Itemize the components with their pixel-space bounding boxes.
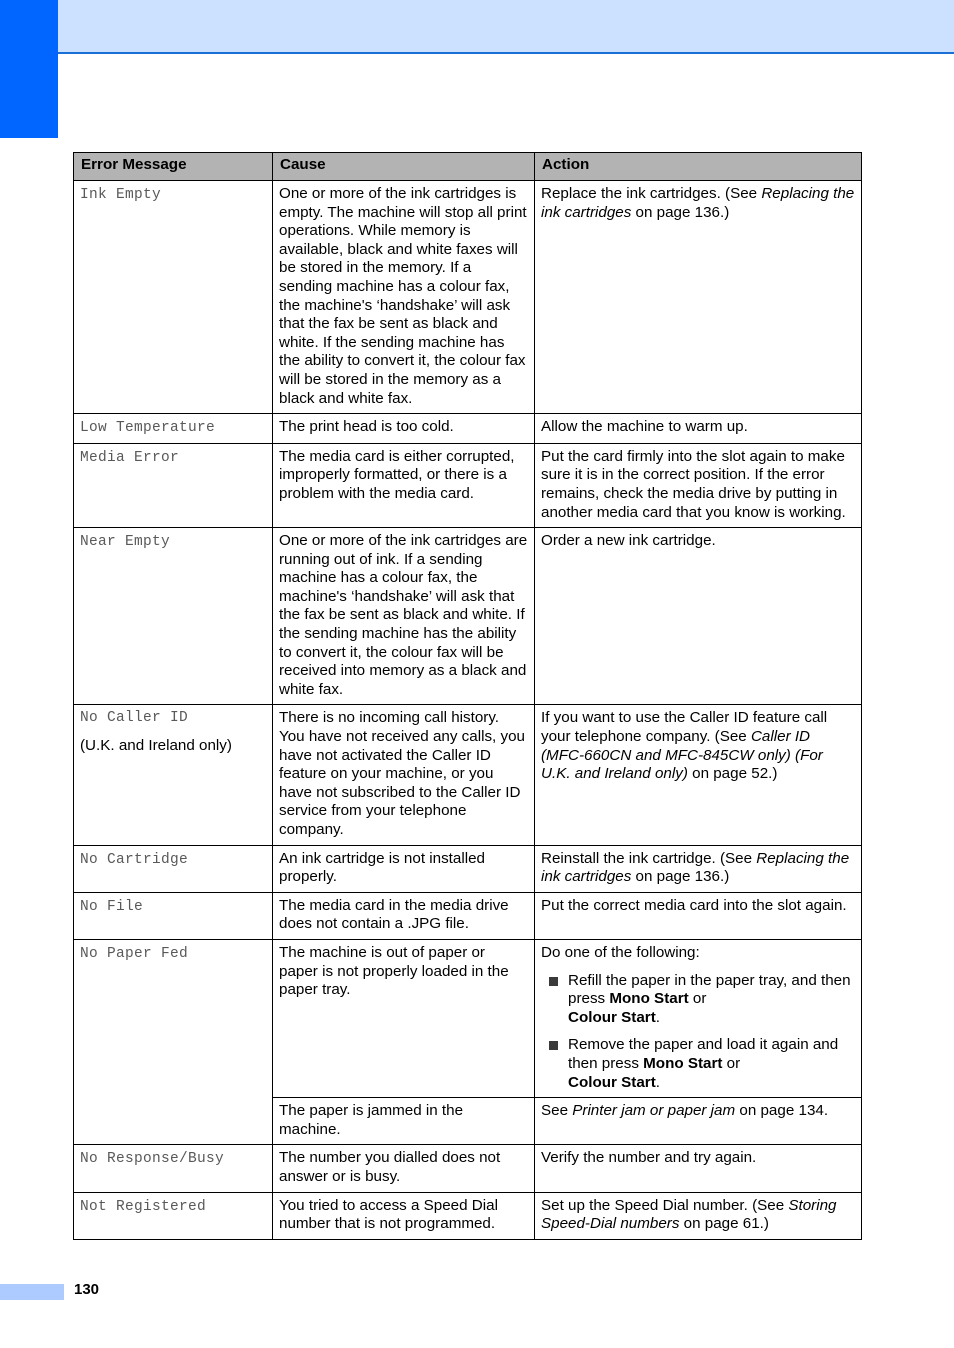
cause-cell: The machine is out of paper or paper is not properly loaded in the paper tray. (273, 939, 535, 1097)
cross-reference: Replacing the ink cartridges (541, 849, 850, 886)
key-label: Colour Start (568, 1073, 656, 1091)
action-cell (535, 181, 862, 414)
column-header-error-message: Error Message (74, 153, 273, 181)
action-cell: Put the card firmly into the slot again to make sure it is in the correct position. If the error remains, check the media drive by putting in another media card that you know is working. (535, 443, 862, 527)
error-code: No Cartridge (80, 851, 189, 868)
table-row (74, 892, 862, 939)
action-text: on page 136.) (631, 868, 730, 886)
list-item (541, 972, 855, 1028)
action-cell (535, 939, 862, 1097)
error-message-table (73, 152, 862, 1240)
cross-reference: Printer jam or paper jam (572, 1102, 736, 1120)
error-code: Media Error (80, 449, 180, 466)
error-code: Near Empty (80, 534, 171, 551)
table-row (74, 528, 862, 705)
cause-cell: The number you dialled does not answer or is busy. (273, 1145, 535, 1192)
action-cell (535, 1098, 862, 1145)
error-message-cell (74, 705, 273, 845)
error-message-cell (74, 528, 273, 705)
table-row (74, 939, 862, 1097)
error-code: No File (80, 898, 144, 915)
action-text: Reinstall the ink cartridge. (See (541, 849, 757, 867)
error-code: No Caller ID (80, 710, 189, 727)
action-text: . (655, 1073, 660, 1091)
key-label: Mono Start (609, 990, 689, 1008)
action-text: Replace the ink cartridges. (See (541, 185, 762, 202)
cause-cell: One or more of the ink cartridges is empty. The machine will stop all print operations. While memory is available, black and white faxes will be stored in the memory. If a sending machine has a colour fax, the machine's ‘handshake’ will ask that the fax be sent as black and white. If the sending machine has the ability to convert it, the colour fax will be stored in the memory as a black and white fax. (273, 181, 535, 414)
action-cell: Verify the number and try again. (535, 1145, 862, 1192)
list-item (541, 1036, 855, 1092)
table-row (74, 1145, 862, 1192)
action-text: See (541, 1102, 573, 1120)
cross-reference: Storing Speed-Dial numbers (541, 1196, 837, 1233)
error-message-cell (74, 443, 273, 527)
action-cell (535, 1192, 862, 1239)
error-message-cell (74, 414, 273, 444)
action-intro: Do one of the following: (541, 943, 700, 961)
action-text: . (655, 1008, 660, 1026)
key-label: Colour Start (568, 1008, 656, 1026)
action-cell: Put the correct media card into the slot again. (535, 892, 862, 939)
error-code: Ink Empty (80, 187, 162, 203)
error-code: No Response/Busy (80, 1151, 225, 1168)
square-bullet-icon (549, 977, 558, 986)
action-text: Set up the Speed Dial number. (See (541, 1196, 789, 1214)
table-row (74, 705, 862, 845)
page-number-bar (0, 1284, 64, 1300)
table-row (74, 414, 862, 444)
action-cell: Allow the machine to warm up. (535, 414, 862, 444)
table-row (74, 181, 862, 414)
table-header-row (74, 153, 862, 181)
action-cell (535, 845, 862, 892)
action-text: or (722, 1054, 741, 1072)
key-label: Mono Start (643, 1054, 723, 1072)
action-text: on page 52.) (687, 765, 778, 783)
action-text: If you want to use the Caller ID feature call your telephone company. (See (541, 709, 828, 746)
error-code: Low Temperature (80, 420, 216, 437)
action-text: on page 136.) (631, 203, 730, 221)
cross-reference: Replacing the ink cartridges (541, 185, 855, 221)
error-message-cell (74, 1145, 273, 1192)
cause-cell: One or more of the ink cartridges are running out of ink. If a sending machine has a colour fax, the machine's ‘handshake’ will ask that the fax be sent as black and white. If the sending machine has the ability to convert it, the colour fax will be received into memory as a black and white fax. (273, 528, 535, 705)
action-text: Remove the paper and load it again and then press (568, 1036, 839, 1072)
table-row (74, 1192, 862, 1239)
action-cell: Order a new ink cartridge. (535, 528, 862, 705)
table-row (74, 845, 862, 892)
action-text: Refill the paper in the paper tray, and then press (568, 971, 851, 1008)
cross-reference: Caller ID (MFC-660CN and MFC-845CW only) (For U.K. and Ireland only) (541, 728, 823, 783)
action-text: on page 134. (735, 1102, 829, 1120)
error-message-cell (74, 845, 273, 892)
action-text: on page 61.) (679, 1215, 769, 1233)
page-number: 130 (74, 1281, 100, 1298)
error-code: Not Registered (80, 1198, 207, 1215)
error-message-cell (74, 939, 273, 1144)
table-row (74, 443, 862, 527)
error-message-cell (74, 1192, 273, 1239)
error-code: No Paper Fed (80, 945, 189, 962)
cause-cell: There is no incoming call history. You have not received any calls, you have not activated the Caller ID feature on your machine, or you have not subscribed to the Caller ID service from your telephone company. (273, 705, 535, 845)
cause-cell: An ink cartridge is not installed properly. (273, 845, 535, 892)
chapter-tab (0, 0, 58, 138)
action-cell (535, 705, 862, 845)
region-note: (U.K. and Ireland only) (80, 737, 232, 755)
column-header-cause: Cause (273, 153, 535, 181)
header-band (58, 0, 954, 54)
error-message-cell (74, 892, 273, 939)
cause-cell: The paper is jammed in the machine. (273, 1098, 535, 1145)
action-text: or (688, 990, 707, 1008)
cause-cell: You tried to access a Speed Dial number that is not programmed. (273, 1192, 535, 1239)
cause-cell: The media card in the media drive does not contain a .JPG file. (273, 892, 535, 939)
cause-cell: The print head is too cold. (273, 414, 535, 444)
error-message-cell (74, 181, 273, 414)
square-bullet-icon (549, 1041, 558, 1050)
cause-cell: The media card is either corrupted, improperly formatted, or there is a problem with the media card. (273, 443, 535, 527)
column-header-action: Action (535, 153, 862, 181)
